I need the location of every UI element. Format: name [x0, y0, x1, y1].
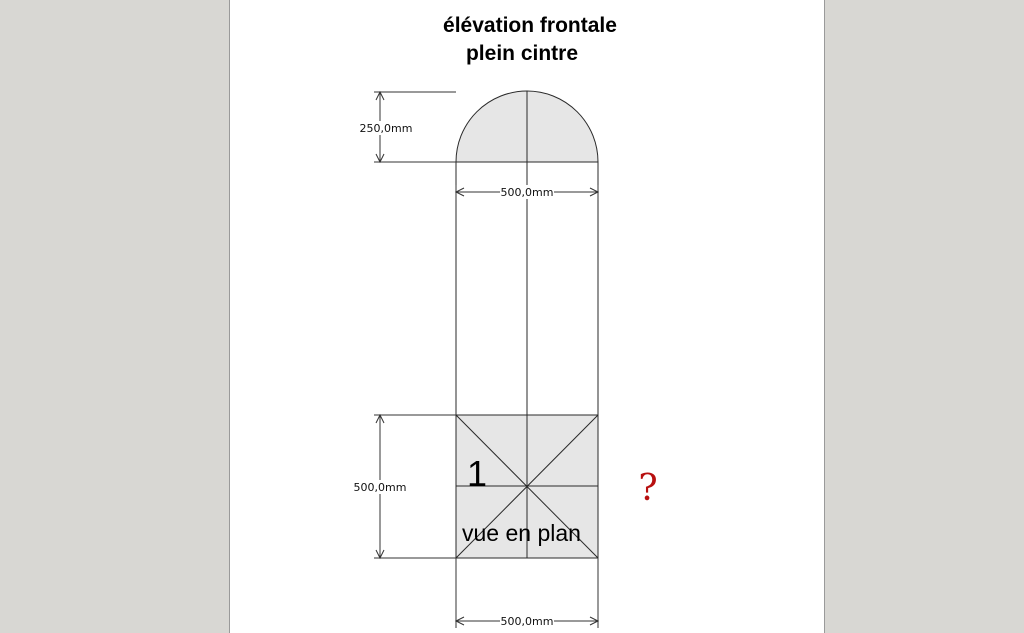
elevation-body — [456, 162, 598, 415]
title-line-1: élévation frontale — [443, 14, 617, 37]
dimension-arch-height-label: 250,0mm — [359, 122, 413, 135]
dimension-plan-height-label: 500,0mm — [353, 481, 407, 494]
plan-number: 1 — [467, 453, 488, 494]
title-line-2: plein cintre — [465, 42, 579, 65]
question-mark: ? — [638, 468, 658, 509]
dimension-top-width-label: 500,0mm — [500, 186, 554, 199]
plan-label: vue en plan — [462, 520, 581, 546]
dimension-plan-width-label: 500,0mm — [500, 615, 554, 628]
arch — [456, 91, 598, 162]
